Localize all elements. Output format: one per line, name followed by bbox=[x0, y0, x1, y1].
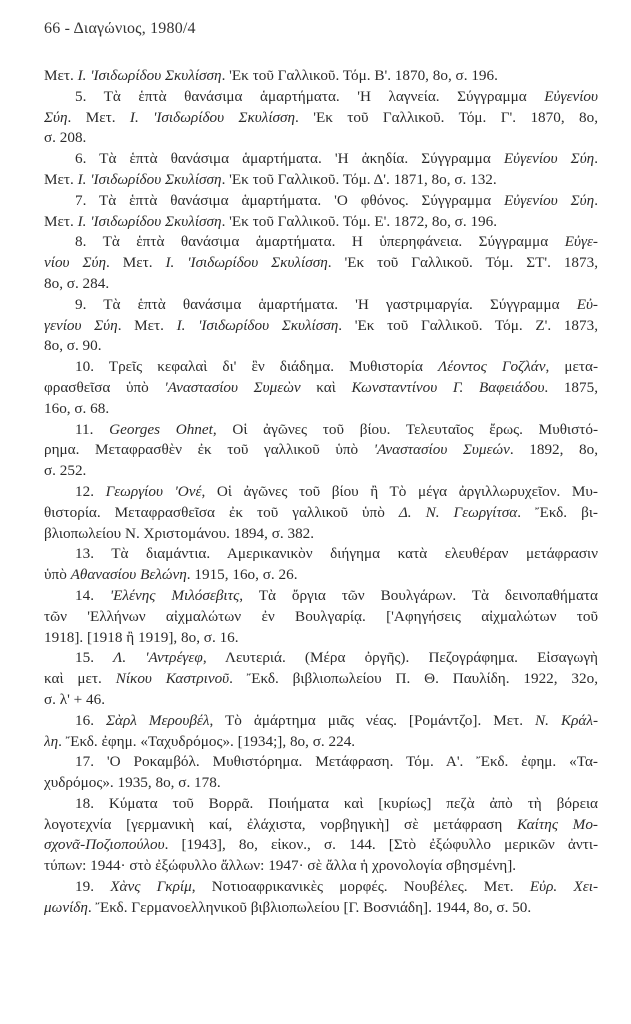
text-segment: σ. 208. bbox=[44, 129, 87, 147]
italic-name: Νίκου Καστρινοῦ bbox=[115, 670, 230, 688]
italic-name: 'Αναστασίου Συμεών bbox=[373, 441, 510, 459]
text-line bbox=[44, 482, 598, 503]
text-line bbox=[44, 586, 598, 607]
text-segment: , μετα- bbox=[545, 358, 598, 376]
italic-name: Εὐρ. Χει- bbox=[529, 878, 598, 896]
text-segment: Μετ. bbox=[44, 170, 78, 188]
text-segment: 15. bbox=[75, 649, 114, 667]
text-segment: , Οἱ ἀγῶνες τοῦ βίου ἢ Τὸ μέγα ἀργιλλωρυχεῖον. Μυ- bbox=[201, 482, 598, 500]
text-segment: . bbox=[594, 191, 598, 209]
text-segment: . 1892, 8ο, bbox=[509, 441, 598, 459]
text-segment: 6. Τὰ ἑπτὰ θανάσιμα ἁμαρτήματα. 'Η ἀκηδία. Σύγγραμμα bbox=[75, 150, 504, 168]
text-line bbox=[44, 524, 598, 545]
bibliography-entry-10 bbox=[44, 357, 598, 419]
text-line bbox=[44, 128, 598, 149]
text-segment: 11. bbox=[75, 420, 110, 438]
text-segment: . Ἔκδ. βι- bbox=[517, 503, 598, 521]
text-segment: 7. Τὰ ἑπτὰ θανάσιμα ἁμαρτήματα. 'Ο φθόνος. Σύγγραμμα bbox=[75, 191, 504, 209]
text-segment: ὑπὸ bbox=[44, 566, 71, 584]
italic-name: Εὐγενίου Σύη bbox=[503, 150, 595, 168]
text-line bbox=[44, 420, 598, 441]
text-segment: καὶ μετ. bbox=[44, 670, 116, 688]
text-segment: σ. 252. bbox=[44, 462, 87, 480]
text-line bbox=[44, 274, 598, 295]
text-segment: 18. Κύματα τοῦ Βορρᾶ. Ποιήματα καὶ [κυρίως] πεζὰ ἀπὸ τὴ βόρεια bbox=[75, 794, 598, 812]
bibliography-entry-5 bbox=[44, 87, 598, 149]
text-segment: 1918]. [1918 ἢ 1919], 8ο, σ. 16. bbox=[44, 628, 239, 646]
bibliography-entry-continued bbox=[44, 66, 598, 87]
text-segment: 5. Τὰ ἑπτὰ θανάσιμα ἁμαρτήματα. 'Η λαγνεία. Σύγγραμμα bbox=[75, 87, 545, 105]
text-segment: ρημα. Μεταφρασθὲν ἐκ τοῦ γαλλικοῦ ὑπὸ bbox=[44, 441, 374, 459]
bibliography-body bbox=[44, 66, 598, 919]
text-segment: 8ο, σ. 90. bbox=[44, 337, 102, 355]
text-segment: λογοτεχνία [γερμανικὴ καί, ἐλάχιστα, νορβηγικὴ] σὲ μετάφραση bbox=[44, 815, 517, 833]
text-line bbox=[44, 232, 598, 253]
text-segment: καὶ bbox=[300, 378, 352, 396]
text-line bbox=[44, 316, 598, 337]
text-line bbox=[44, 108, 598, 129]
italic-name: Εὐγενίου Σύη bbox=[504, 191, 595, 209]
bibliography-entry-9 bbox=[44, 295, 598, 357]
text-line bbox=[44, 877, 598, 898]
text-segment: θιστορία. Μεταφρασθεῖσα ἐκ τοῦ γαλλικοῦ ὑπὸ bbox=[44, 503, 399, 521]
text-line bbox=[44, 648, 598, 669]
bibliography-entry-18 bbox=[44, 794, 598, 877]
text-segment: χυδρόμος». 1935, 8ο, σ. 178. bbox=[44, 774, 221, 792]
italic-name: Ι. 'Ισιδωρίδου Σκυλίσση bbox=[77, 170, 222, 188]
bibliography-entry-6 bbox=[44, 149, 598, 191]
text-segment: , Τὰ ὄργια τῶν Βουλγάρων. Τὰ δεινοπαθήματα bbox=[239, 586, 598, 604]
text-segment: Μετ. bbox=[44, 212, 78, 230]
italic-name: Ι. 'Ισιδωρίδου Σκυλίσση bbox=[129, 108, 296, 126]
text-segment: 13. Τὰ διαμάντια. Αμερικανικὸν διήγημα κατὰ ελευθέραν μετάφρασιν bbox=[75, 545, 598, 563]
text-segment: . Ἔκδ. ἐφημ. «Ταχυδρόμος». [1934;], 8ο, σ. 224. bbox=[58, 732, 356, 750]
text-segment: 17. 'Ο Ροκαμβόλ. Μυθιστόρημα. Μετάφραση. Τόμ. Α'. Ἔκδ. ἐφημ. «Τα- bbox=[75, 753, 598, 771]
text-line bbox=[44, 544, 598, 565]
text-line bbox=[44, 170, 598, 191]
text-segment: . 'Εκ τοῦ Γαλλικοῦ. Τόμ. Δ'. 1871, 8ο, σ. 132. bbox=[221, 170, 497, 188]
bibliography-entry-8 bbox=[44, 232, 598, 294]
text-line bbox=[44, 835, 598, 856]
text-line bbox=[44, 399, 598, 420]
bibliography-entry-13 bbox=[44, 544, 598, 586]
italic-name: μωνίδη bbox=[44, 898, 88, 916]
text-line bbox=[44, 690, 598, 711]
text-line bbox=[44, 815, 598, 836]
text-segment: βλιοπωλείου Ν. Χριστομάνου. 1894, σ. 382. bbox=[44, 524, 315, 542]
italic-name: Ν. Κράλ- bbox=[535, 711, 598, 729]
italic-name: Ι. 'Ισιδωρίδου Σκυλίσση bbox=[77, 67, 222, 84]
italic-name: Δ. Ν. Γεωργίτσα bbox=[398, 503, 518, 521]
italic-name: Εὐγε- bbox=[564, 233, 598, 251]
bibliography-entry-16 bbox=[44, 711, 598, 753]
italic-name: Georges Ohnet bbox=[109, 420, 213, 438]
text-line bbox=[44, 461, 598, 482]
text-segment: . 'Εκ τοῦ Γαλλικοῦ. Τόμ. Ε'. 1872, 8ο, σ. 196. bbox=[221, 212, 498, 230]
text-segment: . Ἔκδ. βιβλιοπωλείου Π. Θ. Παυλίδη. 1922, 32ο, bbox=[229, 670, 598, 688]
text-line bbox=[44, 503, 598, 524]
text-line bbox=[44, 191, 598, 212]
text-line bbox=[44, 752, 598, 773]
italic-name: 'Ελένης Μιλόσεβιτς bbox=[109, 586, 240, 604]
text-segment: σ. λ' + 46. bbox=[44, 690, 106, 708]
italic-name: Λ. 'Αντρέγεφ bbox=[113, 649, 203, 667]
italic-name: Εὐγενίου bbox=[544, 87, 598, 105]
italic-name: Καίτης Μο- bbox=[516, 815, 598, 833]
text-segment: . 'Εκ τοῦ Γαλλικοῦ. Τόμ. ΣΤ'. 1873, bbox=[327, 254, 598, 272]
text-segment: φρασθεῖσα ὑπὸ bbox=[44, 378, 165, 396]
text-segment: . Μετ. bbox=[67, 108, 130, 126]
text-segment: 16. bbox=[75, 711, 106, 729]
text-line bbox=[44, 628, 598, 649]
italic-name: Χὰνς Γκρίμ bbox=[110, 878, 192, 896]
italic-name: Ι. 'Ισιδωρίδου Σκυλίσση bbox=[165, 254, 328, 272]
text-segment: , Οἱ ἀγῶνες τοῦ βίου. Τελευταῖος ἔρως. Μυθιστό- bbox=[212, 420, 598, 438]
text-line bbox=[44, 794, 598, 815]
bibliography-entry-7 bbox=[44, 191, 598, 233]
text-line bbox=[44, 336, 598, 357]
bibliography-entry-17 bbox=[44, 752, 598, 794]
text-segment: Μετ. bbox=[44, 67, 78, 84]
text-line bbox=[44, 212, 598, 233]
text-line bbox=[44, 773, 598, 794]
text-line bbox=[44, 253, 598, 274]
italic-name: Λέοντος Γοζλάν bbox=[438, 358, 546, 376]
text-segment: 8ο, σ. 284. bbox=[44, 274, 110, 292]
text-segment: . 'Εκ τοῦ Γαλλικοῦ. Τόμ. Ζ'. 1873, bbox=[338, 316, 598, 334]
text-line bbox=[44, 440, 598, 461]
italic-name: σχονᾶ-Ποζιοπούλου bbox=[44, 836, 165, 854]
text-segment: . Μετ. bbox=[117, 316, 177, 334]
text-line bbox=[44, 856, 598, 877]
text-segment: 14. bbox=[75, 586, 110, 604]
text-segment: 9. Τὰ ἑπτὰ θανάσιμα ἁμαρτήματα. 'Η γαστριμαργία. Σύγγραμμα bbox=[75, 295, 577, 313]
italic-name: Γεωργίου 'Ονέ bbox=[105, 482, 202, 500]
text-segment: 19. bbox=[75, 878, 111, 896]
text-line bbox=[44, 87, 598, 108]
text-line bbox=[44, 669, 598, 690]
italic-name: Σύη bbox=[44, 108, 68, 126]
text-segment: τῶν 'Ελλήνων αἰχμαλώτων ἐν Βουλγαρίᾳ. ['Αφηγήσεις αἰχμαλώτων τοῦ bbox=[44, 607, 598, 625]
text-line bbox=[44, 357, 598, 378]
bibliography-entry-12 bbox=[44, 482, 598, 544]
text-line bbox=[44, 295, 598, 316]
italic-name: Αθανασίου Βελώνη bbox=[70, 566, 187, 584]
italic-name: νίου Σύη bbox=[44, 254, 106, 272]
text-line bbox=[44, 898, 598, 919]
text-segment: . Μετ. bbox=[106, 254, 166, 272]
text-segment: . Ἔκδ. Γερμανοελληνικοῦ βιβλιοπωλείου [Γ. Βοσνιάδη]. 1944, 8ο, σ. 50. bbox=[87, 898, 532, 916]
bibliography-entry-11 bbox=[44, 420, 598, 482]
bibliography-entry-19 bbox=[44, 877, 598, 919]
text-segment: . 'Εκ τοῦ Γαλλικοῦ. Τόμ. Β'. 1870, 8ο, σ. 196. bbox=[221, 67, 498, 84]
text-segment: . [1943], 8ο, εἰκον., σ. 144. [Στὸ ἐξώφυλλο μερικῶν ἀντι- bbox=[164, 836, 598, 854]
text-segment: , Λευτεριά. (Μέρα ὀργῆς). Πεζογράφημα. Εἰσαγωγὴ bbox=[202, 649, 598, 667]
text-segment: . 'Εκ τοῦ Γαλλικοῦ. Τόμ. Γ'. 1870, 8ο, bbox=[295, 108, 598, 126]
italic-name: λη bbox=[44, 732, 59, 750]
text-line bbox=[44, 565, 598, 586]
italic-name: Κωνσταντίνου Γ. Βαφειάδου bbox=[351, 378, 545, 396]
italic-name: Ι. 'Ισιδωρίδου Σκυλίσση bbox=[176, 316, 339, 334]
text-segment: , Νοτιοαφρικανικὲς μορφές. Νουβέλες. Μετ. bbox=[191, 878, 530, 896]
text-segment: . 1875, bbox=[544, 378, 598, 396]
italic-name: Εὐ- bbox=[576, 295, 598, 313]
text-line bbox=[44, 149, 598, 170]
text-segment: 10. Τρεῖς κεφαλαὶ δι' ἓν διάδημα. Μυθιστορία bbox=[75, 358, 439, 376]
text-segment: 12. bbox=[75, 482, 106, 500]
text-segment: τύπων: 1944· στὸ ἐξώφυλλο ἄλλων: 1947· σὲ ἄλλα ἡ χρονολογία σβησμένη]. bbox=[44, 857, 517, 875]
italic-name: γενίου Σύη bbox=[44, 316, 118, 334]
italic-name: 'Αναστασίου Συμεὼν bbox=[164, 378, 301, 396]
text-segment: . bbox=[594, 150, 598, 168]
text-line bbox=[44, 378, 598, 399]
text-segment: , Τὸ ἁμάρτημα μιᾶς νέας. [Ρομάντζο]. Μετ. bbox=[209, 711, 536, 729]
text-line bbox=[44, 732, 598, 753]
italic-name: Ι. 'Ισιδωρίδου Σκυλίσση bbox=[77, 212, 222, 230]
running-header: 66 - Διαγώνιος, 1980/4 bbox=[44, 20, 196, 37]
text-segment: 8. Τὰ ἑπτὰ θανάσιμα ἁμαρτήματα. Η ὑπερηφάνεια. Σύγγραμμα bbox=[75, 233, 565, 251]
text-line bbox=[44, 711, 598, 732]
text-line bbox=[44, 607, 598, 628]
text-segment: 16ο, σ. 68. bbox=[44, 399, 110, 417]
bibliography-entry-15 bbox=[44, 648, 598, 710]
text-line bbox=[44, 66, 598, 87]
bibliography-entry-14 bbox=[44, 586, 598, 648]
italic-name: Σὰρλ Μερουβέλ bbox=[106, 711, 210, 729]
text-segment: . 1915, 16ο, σ. 26. bbox=[186, 566, 298, 584]
